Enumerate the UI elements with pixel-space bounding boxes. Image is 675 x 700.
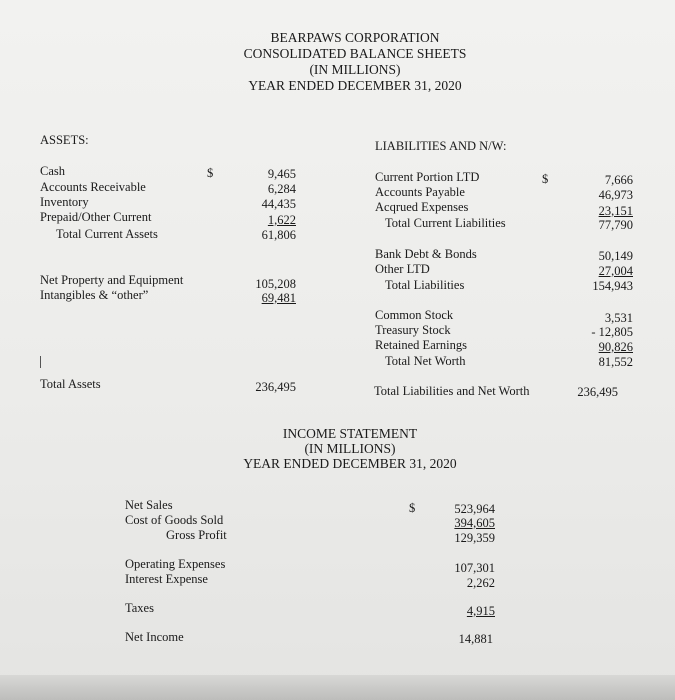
treasury-stock-label: Treasury Stock xyxy=(375,323,451,337)
gross-profit-value: 129,359 xyxy=(454,531,495,545)
company-name: BEARPAWS CORPORATION xyxy=(270,30,440,45)
balance-sheet-units: (IN MILLIONS) xyxy=(309,62,401,77)
common-stock-value: 3,531 xyxy=(604,311,633,325)
cogs-label: Cost of Goods Sold xyxy=(125,513,224,527)
balance-sheet-period: YEAR ENDED DECEMBER 31, 2020 xyxy=(248,78,462,93)
operating-expenses-label: Operating Expenses xyxy=(125,557,226,571)
total-current-liabilities-label: Total Current Liabilities xyxy=(385,216,506,230)
cogs-value: 394,605 xyxy=(454,516,495,530)
net-sales-value: 523,964 xyxy=(454,502,495,516)
net-sales-label: Net Sales xyxy=(125,498,173,512)
total-current-assets-value: 61,806 xyxy=(261,228,296,242)
operating-expenses-value: 107,301 xyxy=(454,561,495,575)
total-assets-label: Total Assets xyxy=(40,377,101,391)
net-ppe-value: 105,208 xyxy=(255,277,296,291)
prepaid-label: Prepaid/Other Current xyxy=(40,210,152,224)
bank-debt-value: 50,149 xyxy=(598,249,633,263)
income-statement-units: (IN MILLIONS) xyxy=(304,441,396,456)
total-net-worth-value: 81,552 xyxy=(598,355,633,369)
retained-earnings-label: Retained Earnings xyxy=(375,338,467,352)
inventory-label: Inventory xyxy=(40,195,89,209)
accrued-expenses-label: Acqrued Expenses xyxy=(375,200,469,214)
retained-earnings-value: 90,826 xyxy=(598,340,633,354)
accrued-expenses-value: 23,151 xyxy=(598,204,633,218)
total-current-liabilities-value: 77,790 xyxy=(598,218,633,232)
net-income-label: Net Income xyxy=(125,630,184,644)
accounts-receivable-value: 6,284 xyxy=(267,182,296,196)
gross-profit-label: Gross Profit xyxy=(166,528,227,542)
assets-currency: $ xyxy=(207,166,214,180)
interest-expense-label: Interest Expense xyxy=(125,572,208,586)
total-net-worth-label: Total Net Worth xyxy=(385,354,466,368)
assets-heading: ASSETS: xyxy=(40,133,89,147)
current-portion-ltd-value: 7,666 xyxy=(604,173,633,187)
other-ltd-value: 27,004 xyxy=(598,264,633,278)
taxes-value: 4,915 xyxy=(466,604,495,618)
bank-debt-label: Bank Debt & Bonds xyxy=(375,247,477,261)
current-portion-ltd-label: Current Portion LTD xyxy=(375,170,480,184)
net-income-value: 14,881 xyxy=(458,632,493,646)
prepaid-value: 1,622 xyxy=(267,213,296,227)
treasury-stock-value: - 12,805 xyxy=(591,325,633,339)
intangibles-value: 69,481 xyxy=(261,291,296,305)
accounts-payable-label: Accounts Payable xyxy=(375,185,465,199)
accounts-payable-value: 46,973 xyxy=(598,188,633,202)
income-statement-period: YEAR ENDED DECEMBER 31, 2020 xyxy=(243,456,457,471)
total-liabilities-net-worth-value: 236,495 xyxy=(577,385,618,399)
cash-value: 9,465 xyxy=(267,167,296,181)
total-current-assets-label: Total Current Assets xyxy=(56,227,158,241)
total-assets-value: 236,495 xyxy=(255,380,296,394)
inventory-value: 44,435 xyxy=(261,197,296,211)
page-bottom-shadow xyxy=(0,675,675,700)
cash-label: Cash xyxy=(40,164,65,178)
income-currency: $ xyxy=(409,501,416,515)
other-ltd-label: Other LTD xyxy=(375,262,430,276)
net-ppe-label: Net Property and Equipment xyxy=(40,273,184,287)
pen-mark xyxy=(40,356,41,368)
total-liabilities-net-worth-label: Total Liabilities and Net Worth xyxy=(374,384,530,398)
taxes-label: Taxes xyxy=(125,601,154,615)
liabilities-currency: $ xyxy=(542,172,549,186)
balance-sheet-title: CONSOLIDATED BALANCE SHEETS xyxy=(243,46,467,61)
income-statement-title: INCOME STATEMENT xyxy=(282,426,418,441)
common-stock-label: Common Stock xyxy=(375,308,454,322)
interest-expense-value: 2,262 xyxy=(466,576,495,590)
total-liabilities-label: Total Liabilities xyxy=(385,278,465,292)
intangibles-label: Intangibles & “other” xyxy=(40,288,149,302)
total-liabilities-value: 154,943 xyxy=(592,279,633,293)
accounts-receivable-label: Accounts Receivable xyxy=(40,180,146,194)
liabilities-heading: LIABILITIES AND N/W: xyxy=(375,139,507,153)
